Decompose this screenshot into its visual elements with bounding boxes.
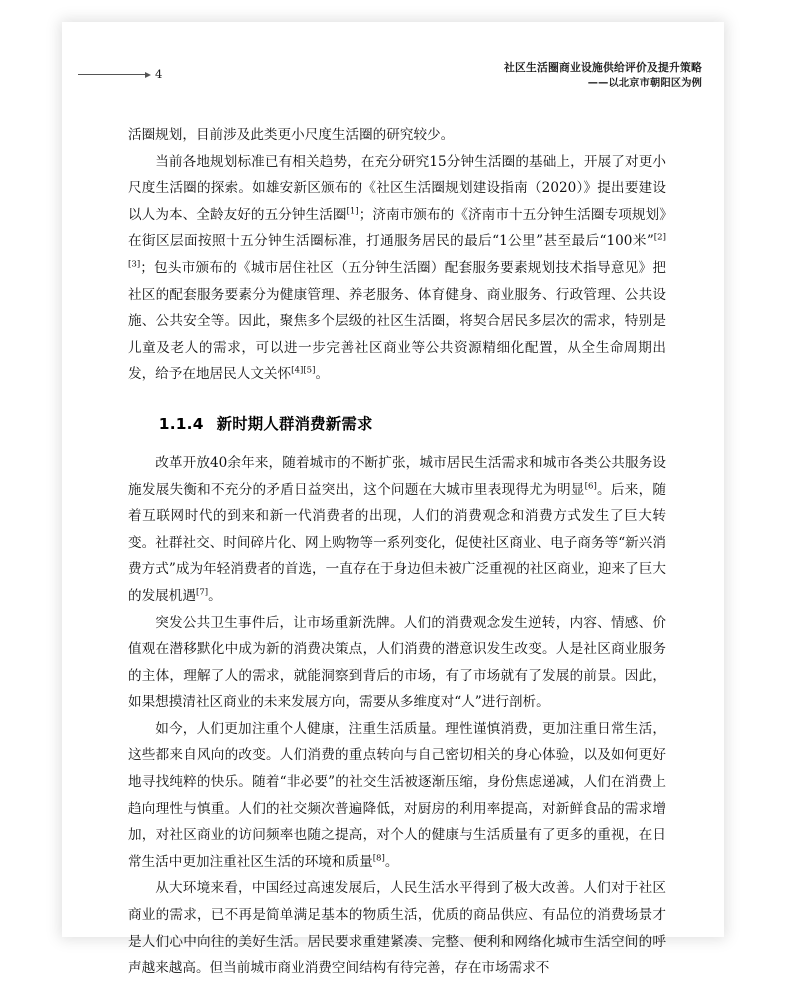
- body-text-column: [128, 122, 666, 982]
- running-head: [62, 22, 724, 100]
- paragraph-macro-environment: 从大环境来看，中国经过高速发展后，人民生活水平得到了极大改善。人们对于社区商业的需求，已不再是简单满足基本的物质生活，优质的商品供应、有品位的消费场景才是人们心中向往的美好生活。居民要求重建紧凑、完整、便利和网络化城市生活空间的呼声越来越高。但当前城市商业消费空间结构有待完善，存在市场需求不: [128, 880, 666, 977]
- running-head-subtitle: ——以北京市朝阳区为例: [587, 78, 702, 90]
- paragraph-planning-standards: [128, 149, 666, 388]
- reference-mark-8: [8]: [372, 853, 385, 864]
- running-head-book-title: 社区生活圈商业设施供给评价及提升策略: [504, 61, 702, 74]
- paragraph-continued: 活圈规划，目前涉及此类更小尺度生活圈的研究较少。: [128, 127, 455, 143]
- folio-group: [78, 67, 162, 81]
- para3-text-a: 改革开放40余年来，随着城市的不断扩张，城市居民生活需求和城市各类公共服务设施发展失衡和不充分的矛盾日益突出，这个问题在大城市里表现得尤为明显: [128, 454, 666, 498]
- reference-mark-4-5: [4][5]: [291, 365, 316, 376]
- para5-text-a: 如今，人们更加注重个人健康，注重生活质量。理性谨慎消费，更加注重日常生活，这些都来自风向的改变。人们消费的重点转向与自己密切相关的身心体验，以及如何更好地寻找纯粹的快乐。随着“非必要”的社交生活被逐渐压缩，身份焦虑递减，人们在消费上趋向理性与慎重。人们的社交频次普遍降低，对厨房的利用率提高，对新鲜食品的需求增加，对社区商业的访问频率也随之提高，对个人的健康与生活质量有了更多的重视，在日常生活中更加注重社区生活的环境和质量: [128, 720, 666, 870]
- reference-mark-7: [7]: [195, 587, 209, 598]
- section-title: 新时期人群消费新需求: [216, 414, 373, 433]
- para2-text-c: ；包头市颁布的《城市居住社区（五分钟生活圈）配套服务要素规划技术指导意见》把社区的配套服务要素分为健康管理、养老服务、体育健身、商业服务、行政管理、公共设施、公共安全等。因此，聚焦多个层级的社区生活圈，将契合居民多层次的需求，特别是儿童及老人的需求，可以进一步完善社区商业等公共资源精细化配置，从全生命周期出发，给予在地居民人文关怀: [128, 259, 666, 383]
- para5-text-b: 。: [384, 853, 399, 870]
- para2-text-b: ；济南市颁布的《济南市十五分钟生活圈专项规划》在街区层面按照十五分钟生活圈标准，打通服务居民的最后“1公里”甚至最后“100米”: [128, 206, 667, 250]
- reference-mark-1: [1]: [346, 206, 359, 217]
- paragraph-health-quality: [128, 716, 666, 876]
- para3-text-b: 。后来，随着互联网时代的到来和新一代消费者的出现，人们的消费观念和消费方式发生了巨大转变。社群社交、时间碎片化、网上购物等一系列变化，促使社区商业、电子商务等“新兴消费方式”成为年轻消费者的首选，一直存在于身边但未被广泛重视的社区商业，迎来了巨大的发展机遇: [128, 481, 666, 604]
- page-number: 4: [155, 67, 163, 81]
- reference-mark-6: [6]: [584, 481, 597, 491]
- folio-rule-arrow-icon: [78, 74, 146, 75]
- paragraph-reform-era: [128, 450, 666, 610]
- section-number: 1.1.4: [158, 414, 204, 433]
- paragraph-public-health-event: 突发公共卫生事件后，让市场重新洗牌。人们的消费观念发生逆转，内容、情感、价值观在潜移默化中成为新的消费决策点，人们消费的潜意识发生改变。人是社区商业服务的主体，理解了人的需求，就能洞察到背后的市场，有了市场就有了发展的前景。因此，如果想摸清社区商业的未来发展方向，需要从多维度对“人”进行剖析。: [128, 614, 666, 711]
- section-heading: [128, 411, 666, 437]
- running-head-titles: [504, 60, 702, 91]
- para2-text-d: 。: [315, 366, 330, 383]
- document-page: [62, 22, 724, 977]
- reference-mark-2-3: [2][3]: [128, 232, 666, 270]
- para2-text-a: 当前各地规划标准已有相关趋势，在充分研究15分钟生活圈的基础上，开展了对更小尺度生活圈的探索。如雄安新区颁布的《社区生活圈规划建设指南（2020）》提出要建设以人为本、全龄友好的五分钟生活圈: [128, 153, 666, 223]
- para3-text-c: 。: [208, 587, 222, 604]
